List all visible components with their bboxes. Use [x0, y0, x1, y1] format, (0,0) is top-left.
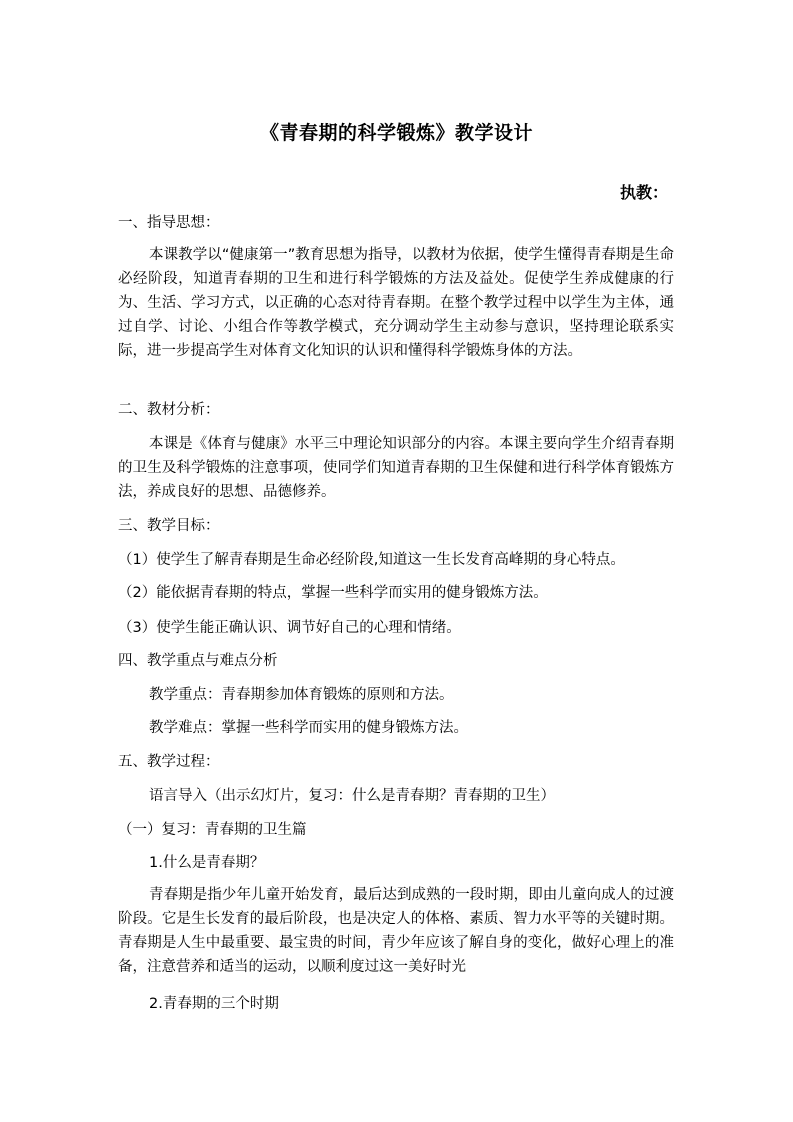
- section-heading-teaching-goals: 三、教学目标：: [118, 518, 220, 534]
- author-label: 执教：: [619, 183, 668, 202]
- section-heading-teaching-process: 五、教学过程：: [118, 754, 220, 770]
- document-title: 《青春期的科学锻炼》教学设计: [259, 122, 533, 144]
- intro-text: 语言导入（出示幻灯片，复习：什么是青春期？青春期的卫生）: [149, 788, 555, 804]
- question-2: 2.青春期的三个时期: [149, 996, 279, 1012]
- key-point-text: 教学重点：青春期参加体育锻炼的原则和方法。: [149, 687, 454, 703]
- difficulty-text: 教学难点：掌握一些科学而实用的健身锻炼方法。: [149, 720, 468, 736]
- question-1: 1.什么是青春期？: [149, 855, 265, 871]
- section-heading-key-points: 四、教学重点与难点分析: [118, 653, 278, 669]
- question-1-answer: 青春期是指少年儿童开始发育，最后达到成熟的一段时期，即由儿童向成人的过渡阶段。它是生长发育的最后阶段，也是决定人的体格、素质、智力水平等的关键时期。 青春期是人生中最重要、最宝贵的时间，青少年应该了解自身的变化，做好心理上的准备，注意营养和适当的运动，以顺利度过这一美好时光: [118, 887, 674, 975]
- teaching-goal-item: （2）能依据青春期的特点，掌握一些科学而实用的健身锻炼方法。: [118, 585, 548, 601]
- section-heading-material-analysis: 二、教材分析：: [118, 402, 220, 418]
- teaching-goal-item: （3）使学生能正确认识、调节好自己的心理和情绪。: [118, 620, 461, 636]
- teaching-goal-item: （1）使学生了解青春期是生命必经阶段,知道这一生长发育高峰期的身心特点。: [118, 552, 625, 568]
- subsection-heading-review: （一）复习：青春期的卫生篇: [118, 822, 307, 838]
- section-heading-guiding-thought: 一、指导思想：: [118, 215, 220, 231]
- material-analysis-paragraph: 本课是《体育与健康》水平三中理论知识部分的内容。本课主要向学生介绍青春期的卫生及科学锻炼的注意事项，使同学们知道青春期的卫生保健和进行科学体育锻炼方法，养成良好的思想、品德修养。: [118, 436, 674, 500]
- guiding-thought-paragraph: 本课教学以“健康第一”教育思想为指导，以教材为依据，使学生懂得青春期是生命必经阶段，知道青春期的卫生和进行科学锻炼的方法及益处。促使学生养成健康的行为、生活、学习方式，以正确的心态对待青春期。在整个教学过程中以学生为主体，通过自学、讨论、小组合作等教学模式，充分调动学生主动参与意识，坚持理论联系实际，进一步提高学生对体育文化知识的认识和懂得科学锻炼身体的方法。: [118, 247, 674, 359]
